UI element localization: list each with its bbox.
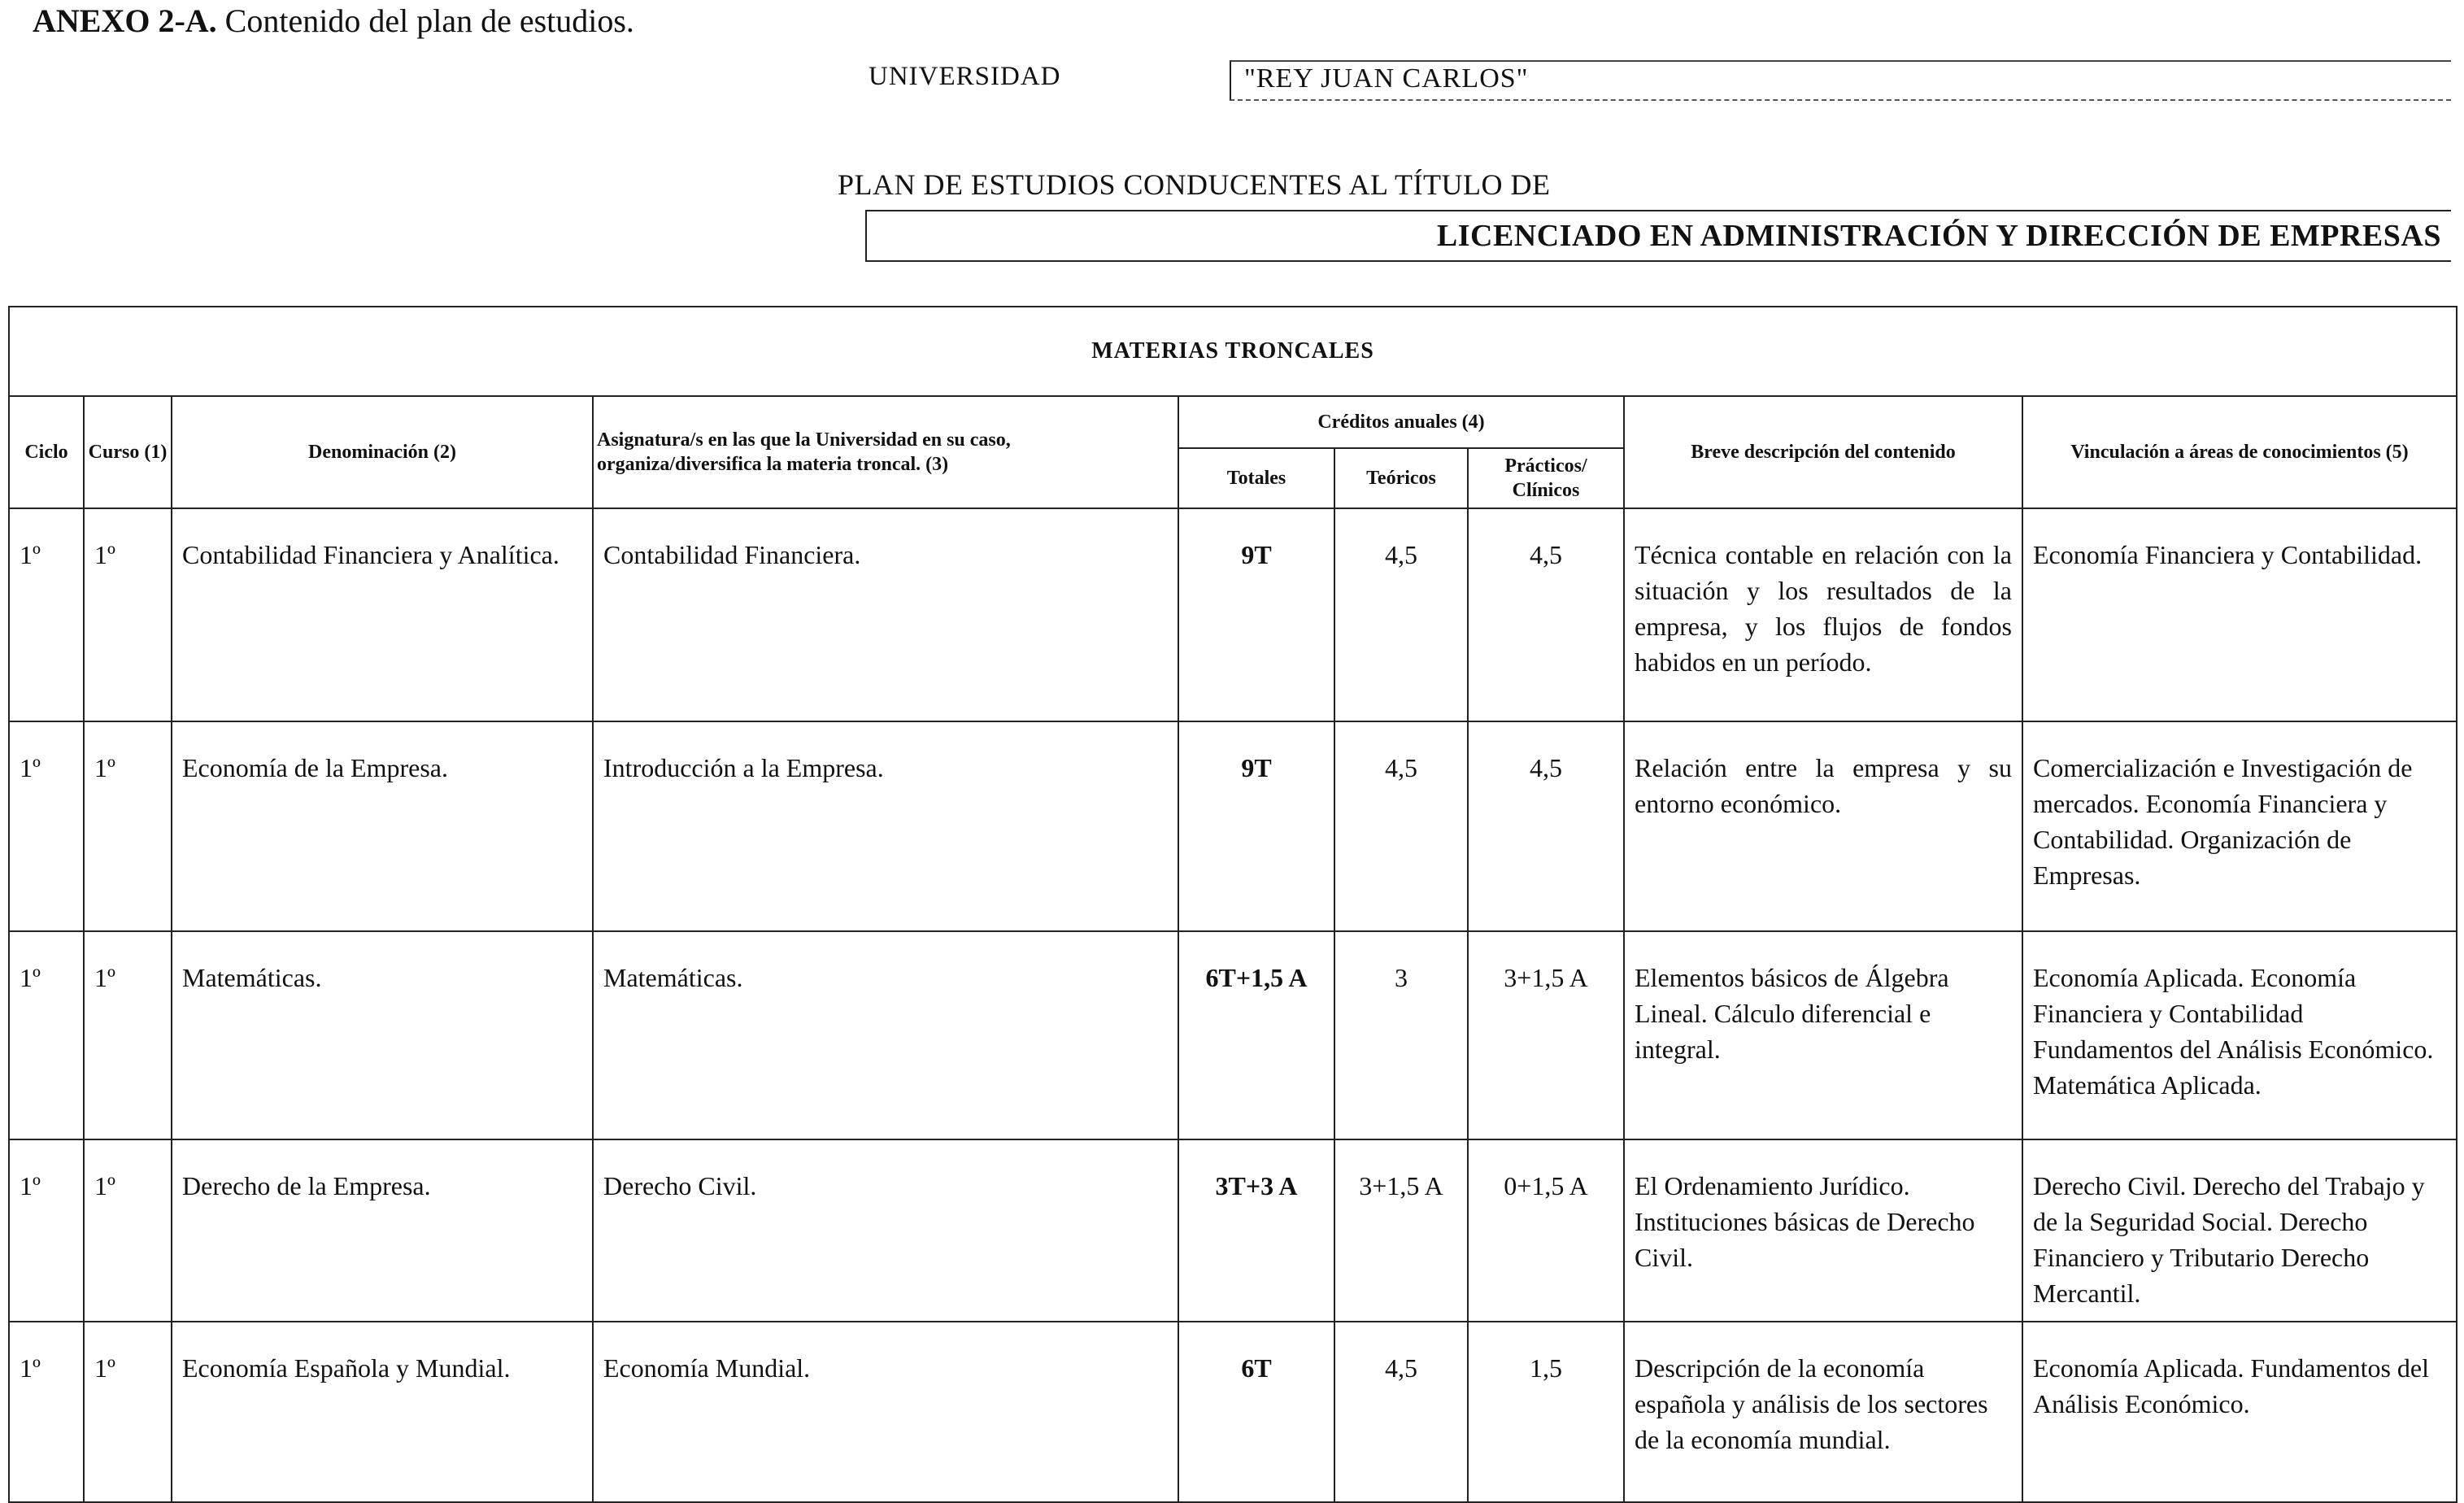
- anexo-label: ANEXO 2-A.: [33, 2, 217, 39]
- cell-vinculacion: Economía Aplicada. Economía Financiera y Contabilidad Fundamentos del Análisis Económico. Matemática Aplicada.: [2022, 931, 2457, 1139]
- cell-denominacion: Derecho de la Empresa.: [172, 1139, 593, 1322]
- cell-totales: 9T: [1178, 508, 1334, 721]
- cell-totales: 9T: [1178, 721, 1334, 931]
- cell-totales: 3T+3 A: [1178, 1139, 1334, 1322]
- header-practicos: Prácticos/ Clínicos: [1468, 448, 1624, 508]
- cell-denominacion: Economía Española y Mundial.: [172, 1322, 593, 1502]
- cell-ciclo: 1º: [9, 721, 84, 931]
- cell-denominacion: Matemáticas.: [172, 931, 593, 1139]
- universidad-label: UNIVERSIDAD: [868, 62, 1061, 91]
- cell-practicos: 4,5: [1468, 508, 1624, 721]
- cell-vinculacion: Comercialización e Investigación de mercados. Economía Financiera y Contabilidad. Organización de Empresas.: [2022, 721, 2457, 931]
- cell-descripcion: Técnica contable en relación con la situación y los resultados de la empresa, y los flujos de fondos habidos en un período.: [1624, 508, 2022, 721]
- cell-curso: 1º: [84, 721, 172, 931]
- cell-totales: 6T: [1178, 1322, 1334, 1502]
- cell-vinculacion: Derecho Civil. Derecho del Trabajo y de la Seguridad Social. Derecho Financiero y Tributario Derecho Mercantil.: [2022, 1139, 2457, 1322]
- table-row: [9, 721, 2457, 931]
- cell-vinculacion: Economía Financiera y Contabilidad.: [2022, 508, 2457, 721]
- header-asignaturas: Asignatura/s en las que la Universidad en su caso, organiza/diversifica la materia troncal. (3): [593, 396, 1178, 508]
- cell-vinculacion: Economía Aplicada. Fundamentos del Análisis Económico.: [2022, 1322, 2457, 1502]
- table-row: [9, 1139, 2457, 1322]
- titulo-value: LICENCIADO EN ADMINISTRACIÓN Y DIRECCIÓN DE EMPRESAS: [1436, 219, 2441, 253]
- table-row: [9, 508, 2457, 721]
- cell-asignatura: Economía Mundial.: [593, 1322, 1178, 1502]
- cell-descripcion: Descripción de la economía española y análisis de los sectores de la economía mundial.: [1624, 1322, 2022, 1502]
- header-ciclo: Ciclo: [9, 396, 84, 508]
- cell-asignatura: Introducción a la Empresa.: [593, 721, 1178, 931]
- cell-asignatura: Derecho Civil.: [593, 1139, 1178, 1322]
- cell-ciclo: 1º: [9, 508, 84, 721]
- cell-descripcion: Elementos básicos de Álgebra Lineal. Cálculo diferencial e integral.: [1624, 931, 2022, 1139]
- cell-asignatura: Matemáticas.: [593, 931, 1178, 1139]
- table-row: [9, 1322, 2457, 1502]
- universidad-value: "REY JUAN CARLOS": [1244, 63, 1529, 94]
- table-row: [9, 931, 2457, 1139]
- cell-descripcion: Relación entre la empresa y su entorno económico.: [1624, 721, 2022, 931]
- cell-curso: 1º: [84, 931, 172, 1139]
- cell-practicos: 3+1,5 A: [1468, 931, 1624, 1139]
- cell-teoricos: 4,5: [1334, 1322, 1468, 1502]
- cell-ciclo: 1º: [9, 931, 84, 1139]
- universidad-box: [1230, 60, 2451, 101]
- cell-denominacion: Economía de la Empresa.: [172, 721, 593, 931]
- cell-practicos: 0+1,5 A: [1468, 1139, 1624, 1322]
- cell-descripcion: El Ordenamiento Jurídico. Instituciones básicas de Derecho Civil.: [1624, 1139, 2022, 1322]
- cell-practicos: 4,5: [1468, 721, 1624, 931]
- anexo-text: Contenido del plan de estudios.: [216, 2, 634, 39]
- header-descripcion: Breve descripción del contenido: [1624, 396, 2022, 508]
- cell-totales: 6T+1,5 A: [1178, 931, 1334, 1139]
- cell-curso: 1º: [84, 508, 172, 721]
- cell-asignatura: Contabilidad Financiera.: [593, 508, 1178, 721]
- anexo-title: [33, 2, 634, 40]
- cell-ciclo: 1º: [9, 1139, 84, 1322]
- header-curso: Curso (1): [84, 396, 172, 508]
- materias-table: [8, 306, 2457, 1503]
- cell-curso: 1º: [84, 1139, 172, 1322]
- cell-denominacion: Contabilidad Financiera y Analítica.: [172, 508, 593, 721]
- header-totales: Totales: [1178, 448, 1334, 508]
- header-teoricos: Teóricos: [1334, 448, 1468, 508]
- cell-practicos: 1,5: [1468, 1322, 1624, 1502]
- header-denominacion: Denominación (2): [172, 396, 593, 508]
- header-creditos: Créditos anuales (4): [1178, 396, 1624, 448]
- cell-curso: 1º: [84, 1322, 172, 1502]
- header-vinculacion: Vinculación a áreas de conocimientos (5): [2022, 396, 2457, 508]
- titulo-box: [865, 210, 2451, 262]
- cell-ciclo: 1º: [9, 1322, 84, 1502]
- cell-teoricos: 3: [1334, 931, 1468, 1139]
- cell-teoricos: 4,5: [1334, 721, 1468, 931]
- cell-teoricos: 4,5: [1334, 508, 1468, 721]
- section-title: MATERIAS TRONCALES: [9, 307, 2457, 396]
- plan-label: PLAN DE ESTUDIOS CONDUCENTES AL TÍTULO DE: [838, 168, 1551, 201]
- cell-teoricos: 3+1,5 A: [1334, 1139, 1468, 1322]
